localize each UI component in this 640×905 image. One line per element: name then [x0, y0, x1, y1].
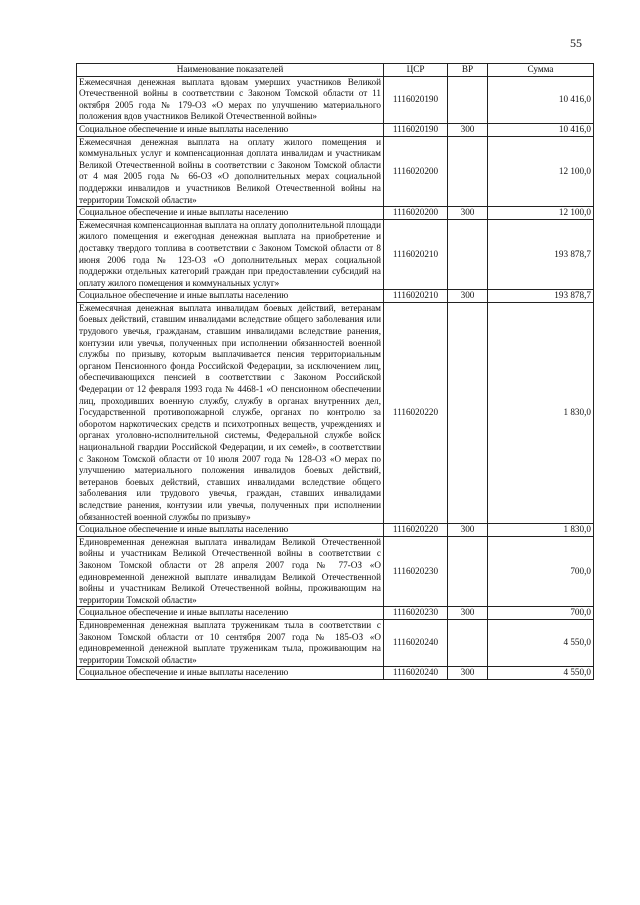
table-row — [77, 619, 594, 666]
row-vr — [448, 536, 488, 607]
row-vr: 300 — [448, 607, 488, 620]
row-name: Единовременная денежная выплата труженикам тыла в соответствии с Законом Томской области от 10 сентября 2007 года № 185-ОЗ «О единовременной денежной выплате труженикам тыла, проживающим на территории Томской области» — [77, 619, 384, 666]
table-row — [77, 219, 594, 290]
row-csr: 1116020220 — [384, 524, 448, 537]
row-sum: 10 416,0 — [488, 123, 594, 136]
table-row — [77, 302, 594, 523]
row-name: Ежемесячная денежная выплата на оплату жилого помещения и коммунальных услуг и компенсационная доплата инвалидам и участникам Великой Отечественной войны в соответствии с Законом Томской области от 4 мая 2005 года № 66-ОЗ «О дополнительных мерах социальной поддержки инвалидов и участников Великой Отечественной войны на территории Томской области» — [77, 136, 384, 207]
row-csr: 1116020210 — [384, 219, 448, 290]
row-csr: 1116020230 — [384, 607, 448, 620]
table-row — [77, 207, 594, 220]
row-vr: 300 — [448, 667, 488, 680]
header-csr: ЦСР — [384, 64, 448, 77]
table-row — [77, 524, 594, 537]
page-number: 55 — [570, 36, 582, 50]
row-csr: 1116020200 — [384, 136, 448, 207]
row-sum: 700,0 — [488, 607, 594, 620]
row-csr: 1116020200 — [384, 207, 448, 220]
row-sum: 12 100,0 — [488, 207, 594, 220]
row-sum: 4 550,0 — [488, 619, 594, 666]
row-vr — [448, 76, 488, 123]
row-sum: 12 100,0 — [488, 136, 594, 207]
row-sum: 700,0 — [488, 536, 594, 607]
table-row — [77, 607, 594, 620]
row-sum: 1 830,0 — [488, 302, 594, 523]
row-name: Социальное обеспечение и иные выплаты населению — [77, 524, 384, 537]
row-name: Социальное обеспечение и иные выплаты населению — [77, 667, 384, 680]
row-name: Социальное обеспечение и иные выплаты населению — [77, 207, 384, 220]
table-row — [77, 536, 594, 607]
row-sum: 193 878,7 — [488, 219, 594, 290]
row-name: Социальное обеспечение и иные выплаты населению — [77, 290, 384, 303]
row-csr: 1116020220 — [384, 302, 448, 523]
row-vr: 300 — [448, 290, 488, 303]
row-vr: 300 — [448, 207, 488, 220]
table-row — [77, 290, 594, 303]
row-name: Ежемесячная компенсационная выплата на оплату дополнительной площади жилого помещения и ежегодная денежная выплата на приобретение и доставку твердого топлива в соответствии с Законом Томской области от 8 июня 2006 года № 123-ОЗ «О дополнительных мерах социальной поддержки отдельных категорий граждан при предоставлении субсидий на оплату жилого помещения и коммунальных услуг» — [77, 219, 384, 290]
row-sum: 4 550,0 — [488, 667, 594, 680]
row-name: Ежемесячная денежная выплата вдовам умерших участников Великой Отечественной войны в соответствии с Законом Томской области от 11 октября 2005 года № 179-ОЗ «О мерах по улучшению материального положения вдов участников Великой Отечественной войны» — [77, 76, 384, 123]
header-sum: Сумма — [488, 64, 594, 77]
row-csr: 1116020210 — [384, 290, 448, 303]
table-row — [77, 667, 594, 680]
header-name: Наименование показателей — [77, 64, 384, 77]
row-sum: 10 416,0 — [488, 76, 594, 123]
header-vr: ВР — [448, 64, 488, 77]
table-row — [77, 136, 594, 207]
row-name: Социальное обеспечение и иные выплаты населению — [77, 123, 384, 136]
row-csr: 1116020240 — [384, 667, 448, 680]
table-header-row — [77, 64, 594, 77]
table-row — [77, 123, 594, 136]
row-vr — [448, 619, 488, 666]
row-vr — [448, 302, 488, 523]
row-csr: 1116020240 — [384, 619, 448, 666]
row-csr: 1116020230 — [384, 536, 448, 607]
row-vr: 300 — [448, 123, 488, 136]
row-vr — [448, 219, 488, 290]
row-name: Единовременная денежная выплата инвалидам Великой Отечественной войны и участникам Великой Отечественной войны в соответствии с Законом Томской области от 28 апреля 2007 года № 77-ОЗ «О единовременной денежной выплате инвалидам Великой Отечественной войны и участникам Великой Отечественной войны, проживающим на территории Томской области» — [77, 536, 384, 607]
row-csr: 1116020190 — [384, 76, 448, 123]
row-sum: 1 830,0 — [488, 524, 594, 537]
row-vr: 300 — [448, 524, 488, 537]
row-sum: 193 878,7 — [488, 290, 594, 303]
budget-table — [76, 63, 594, 680]
table-row — [77, 76, 594, 123]
row-name: Ежемесячная денежная выплата инвалидам боевых действий, ветеранам боевых действий, ставшим инвалидами вследствие общего заболевания или трудового увечья, гражданам, ставшим инвалидами вследствие ранения, контузии или увечья, полученных при исполнении обязанностей военной службы по призыву, которым выплачивается пенсия территориальным органом Пенсионного фонда Российской Федерации, за исключением лиц, обеспечивающихся пенсией в соответствии с Законом Российской Федерации от 12 февраля 1993 года № 4468-1 «О пенсионном обеспечении лиц, проходивших военную службу, службу в органах внутренних дел, Государственной противопожарной службе, органах по контролю за оборотом наркотических средств и психотропных веществ, учреждениях и органах уголовно-исполнительной системы, Федеральной службе войск национальной гвардии Российской Федерации, и их семей», в соответствии с Законом Томской области от 10 июля 2007 года № 128-ОЗ «О мерах по улучшению материального положения инвалидов боевых действий, ветеранов боевых действий, ставших инвалидами вследствие общего заболевания или трудового увечья, граждан, ставших инвалидами вследствие ранения, контузии или увечья, полученных при исполнении обязанностей военной службы по призыву» — [77, 302, 384, 523]
row-vr — [448, 136, 488, 207]
row-csr: 1116020190 — [384, 123, 448, 136]
row-name: Социальное обеспечение и иные выплаты населению — [77, 607, 384, 620]
